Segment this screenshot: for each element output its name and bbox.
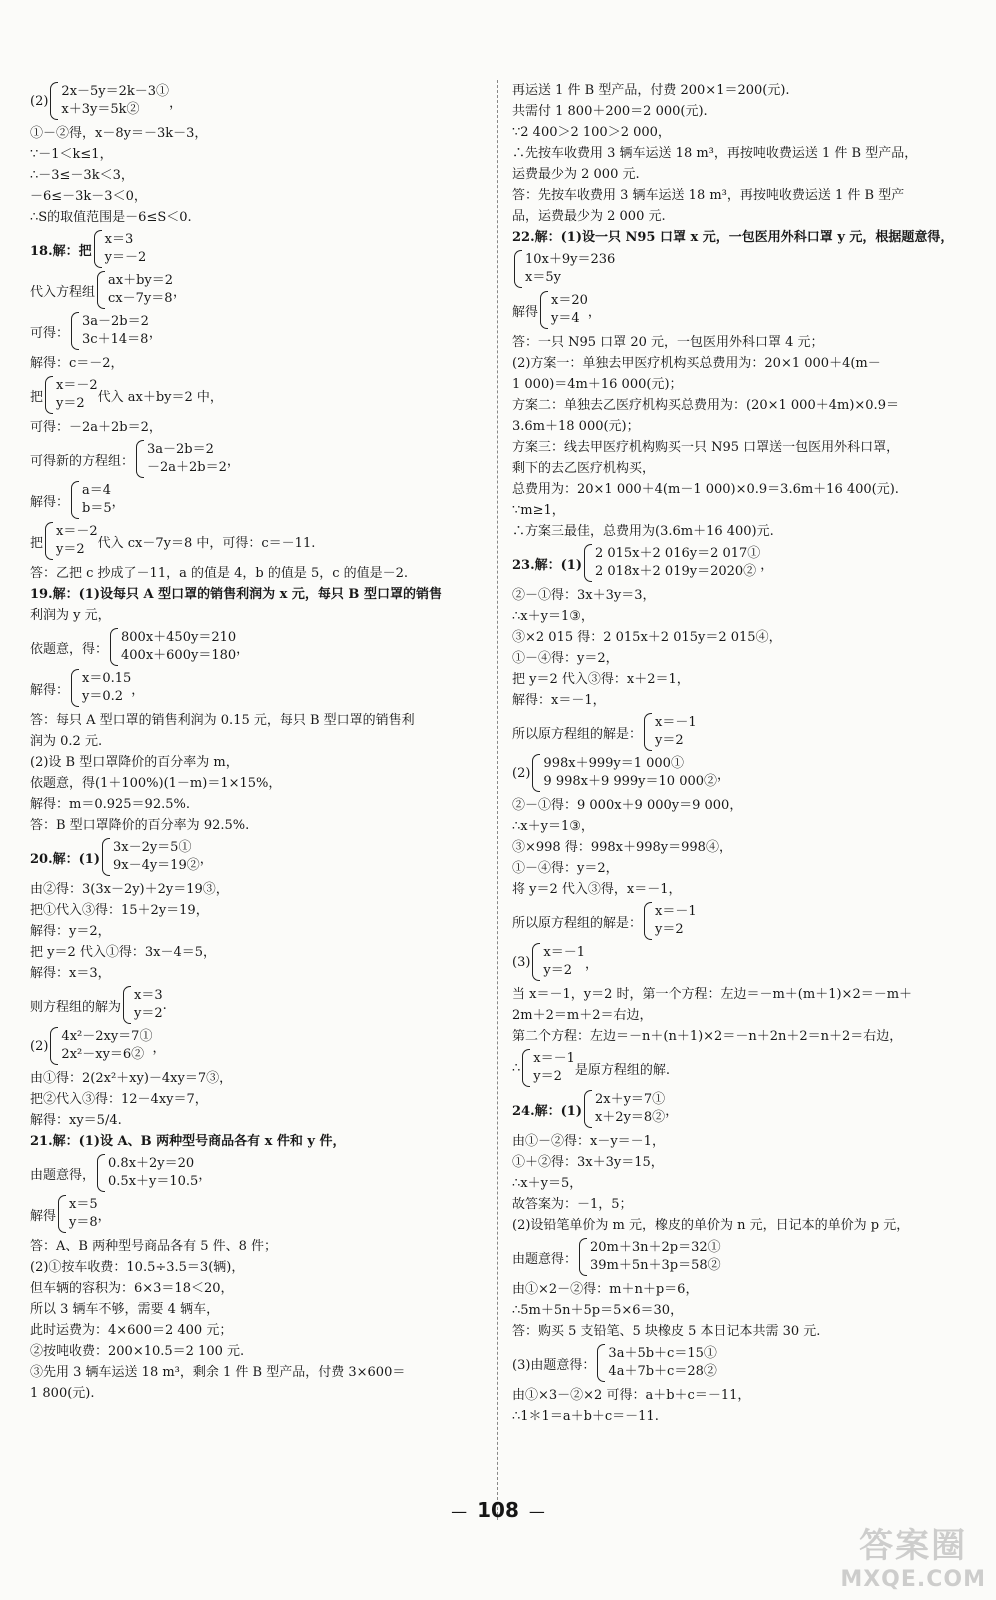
equation-system: [30, 838, 485, 876]
equation-system: [30, 1154, 485, 1192]
left-brace: [94, 230, 102, 268]
equation: 2x²－xy＝6②: [61, 1047, 145, 1062]
left-brace: [514, 250, 522, 288]
equation-system: [512, 1049, 974, 1087]
system-prefix: (2): [30, 1038, 49, 1054]
text-line: ③×998 得：998x＋998y＝998④，: [512, 840, 732, 855]
text-line: ∴方案三最佳，总费用为(3.6m＋16 400)元.: [512, 524, 774, 539]
equation: 2x＋y＝7①: [594, 1092, 666, 1107]
text-line: ∵－1＜k≤1，: [30, 147, 113, 162]
system-suffix: 代入 ax＋by＝2 中，: [97, 389, 223, 405]
text-line: ①－④得：y＝2，: [512, 861, 619, 876]
equation: 39m＋5n＋3p＝58②: [590, 1258, 721, 1273]
equation-lines: [61, 83, 169, 119]
equation-lines: [69, 1196, 98, 1232]
text-line: 故答案为：－1，5；: [512, 1197, 633, 1212]
equation: a＝4: [82, 483, 112, 498]
equation-system: [512, 544, 974, 582]
watermark-url: MXQE.COM: [840, 1567, 986, 1592]
system-prefix: ∴: [512, 1060, 521, 1076]
system-prefix: 依题意，得：: [30, 641, 109, 657]
text-line: 总费用为：20×1 000＋4(m－1 000)×0.9＝3.6m＋16 400(元).: [512, 482, 899, 497]
equation-system: [512, 713, 974, 751]
text-line: 由①－②得：x－y＝－1，: [512, 1134, 665, 1149]
equation-lines: [595, 545, 760, 581]
equation-system: [512, 291, 974, 329]
text-line: ③×2 015 得：2 015x＋2 015y＝2 015④，: [512, 630, 782, 645]
left-brace: [102, 838, 110, 876]
system-suffix: ，: [226, 453, 240, 469]
equation: y＝2: [533, 1069, 562, 1084]
equation-lines: [543, 944, 585, 980]
text-line: 答：一只 N95 口罩 20 元，一包医用外科口罩 4 元；: [512, 335, 824, 350]
system-prefix: 18.解：把: [30, 243, 92, 259]
left-column: [30, 80, 485, 1404]
equation-system: [30, 376, 485, 414]
text-line: 1 800(元).: [30, 1386, 95, 1401]
equation-system: [512, 1344, 974, 1382]
equation: 2 018x＋2 019y＝2020②: [594, 564, 757, 579]
left-brace: [584, 1090, 592, 1128]
text-line: ∴S的取值范围是－6≤S＜0.: [30, 210, 192, 225]
equation: y＝0.2: [82, 689, 124, 704]
equation: y＝2: [56, 396, 85, 411]
text-line: 答：乙把 c 抄成了－11，a 的值是 4，b 的值是 5，c 的值是－2.: [30, 566, 409, 581]
text-line: 运费最少为 2 000 元.: [512, 167, 640, 182]
text-line: 所以 3 辆车不够，需要 4 辆车，: [30, 1302, 220, 1317]
text-line: 解得：y＝2，: [30, 924, 111, 939]
text-line: 此时运费为：4×600＝2 400 元；: [30, 1323, 233, 1338]
text-line: 1 000)＝4m＋16 000(元)；: [512, 377, 683, 392]
system-suffix: ，: [587, 304, 601, 320]
equation: x＝－1: [533, 1051, 575, 1066]
equation: x＝5: [69, 1197, 98, 1212]
equation: x＋3y＝5k②: [61, 102, 140, 117]
equation: x＝0.15: [82, 671, 132, 686]
equation: －2a＋2b＝2: [147, 460, 227, 475]
equation-system: [30, 669, 485, 707]
equation-lines: [113, 839, 200, 875]
text-line: ∴5m＋5n＋5p＝5×6＝30，: [512, 1303, 684, 1318]
left-brace: [71, 312, 79, 350]
text-line: 答：每只 A 型口罩的销售利润为 0.15 元，每只 B 型口罩的销售利: [30, 713, 415, 728]
equation: cx－7y＝8: [108, 291, 173, 306]
text-line: 剩下的去乙医疗机构买，: [512, 461, 656, 476]
left-brace: [58, 1195, 66, 1233]
equation: x＝20: [551, 293, 588, 308]
equation-lines: [56, 377, 98, 413]
system-suffix: ，: [199, 851, 213, 867]
left-brace: [532, 754, 540, 792]
text-line: 把 y＝2 代入①得：3x－4＝5，: [30, 945, 217, 960]
system-suffix: .: [162, 997, 167, 1013]
text-line: ∴先按车收费用 3 辆车运送 18 m³，再按吨收费运送 1 件 B 型产品，: [512, 146, 918, 161]
system-suffix: ，: [585, 956, 599, 972]
system-suffix: ，: [173, 284, 187, 300]
text-line: ②－①得：9 000x＋9 000y＝9 000，: [512, 798, 743, 813]
equation-lines: [105, 231, 147, 267]
equation-lines: [551, 292, 588, 328]
system-prefix: 由题意得：: [512, 1251, 578, 1267]
text-line: ①－④得：y＝2，: [512, 651, 619, 666]
text-line: ②－①得：3x＋3y＝3，: [512, 588, 656, 603]
equation: b＝5: [82, 501, 112, 516]
system-prefix: 则方程组的解为: [30, 999, 122, 1015]
system-suffix: ，: [717, 767, 731, 783]
text-line: 解得：xy＝5/4.: [30, 1113, 122, 1128]
equation: ax＋by＝2: [108, 273, 174, 288]
text-line: 润为 0.2 元.: [30, 734, 103, 749]
system-suffix: ，: [198, 1167, 212, 1183]
equation: x＝－1: [543, 945, 586, 960]
text-line: 再运送 1 件 B 型产品，付费 200×1＝200(元).: [512, 83, 790, 98]
text-line: 21.解：(1)设 A、B 两种型号商品各有 x 件和 y 件，: [30, 1134, 346, 1149]
left-brace: [45, 376, 53, 414]
left-brace: [644, 902, 652, 940]
right-column: [512, 80, 974, 1427]
text-line: 把①代入③得：15＋2y＝19，: [30, 903, 209, 918]
left-brace: [71, 481, 79, 519]
equation-lines: [525, 251, 615, 287]
equation: y＝－2: [104, 250, 147, 265]
system-prefix: 解得: [512, 304, 539, 320]
equation-system: [512, 943, 974, 981]
text-line: 品，运费最少为 2 000 元.: [512, 209, 666, 224]
equation-system: [512, 250, 974, 288]
equation: x＝－2: [56, 378, 98, 393]
equation: 0.8x＋2y＝20: [108, 1156, 195, 1171]
equation: 2 015x＋2 016y＝2 017①: [594, 546, 761, 561]
equation-system: [30, 271, 485, 309]
column-divider: [497, 80, 498, 1520]
equation: x＋2y＝8②: [594, 1110, 666, 1125]
text-line: ∵m≥1，: [512, 503, 565, 518]
equation-system: [30, 440, 485, 478]
equation: 998x＋999y＝1 000①: [543, 756, 684, 771]
text-line: 将 y＝2 代入③得，x＝－1，: [512, 882, 682, 897]
system-prefix: 解得: [30, 1208, 57, 1224]
text-line: 答：B 型口罩降价的百分率为 92.5%.: [30, 818, 250, 833]
equation: 0.5x＋y＝10.5: [108, 1174, 199, 1189]
text-line: 方案二：单独去乙医疗机构买总费用为：(20×1 000＋4m)×0.9＝: [512, 398, 899, 413]
system-suffix: ，: [152, 1040, 166, 1056]
equation: 3a＋5b＋c＝15①: [608, 1346, 717, 1361]
text-line: 3.6m＋18 000(元)；: [512, 419, 640, 434]
system-suffix: ，: [148, 325, 162, 341]
text-line: 由①得：2(2x²＋xy)－4xy＝7③，: [30, 1071, 233, 1086]
system-prefix: 可得新的方程组：: [30, 453, 135, 469]
left-brace: [644, 713, 652, 751]
equation-lines: [108, 272, 173, 308]
equation-lines: [82, 670, 131, 706]
system-suffix: 是原方程组的解.: [574, 1062, 671, 1078]
equation-lines: [608, 1345, 716, 1381]
text-line: (2)设 B 型口罩降价的百分率为 m，: [30, 755, 239, 770]
system-prefix: 24.解：(1): [512, 1103, 582, 1119]
equation: 3a－2b＝2: [147, 442, 214, 457]
text-line: ①－②得，x－8y＝－3k－3，: [30, 126, 208, 141]
text-line: ③先用 3 辆车运送 18 m³，剩余 1 件 B 型产品，付费 3×600＝: [30, 1365, 406, 1380]
equation: 3x－2y＝5①: [112, 840, 192, 855]
text-line: ∴x＋y＝1③，: [512, 819, 594, 834]
equation-system: [512, 1238, 974, 1276]
equation: y＝2: [134, 1006, 163, 1021]
equation-system: [30, 230, 485, 268]
equation-system: [30, 986, 485, 1024]
left-brace: [50, 82, 58, 120]
equation: 4a＋7b＋c＝28②: [608, 1364, 717, 1379]
system-suffix: ，: [97, 1208, 111, 1224]
equation: 20m＋3n＋2p＝32①: [590, 1240, 721, 1255]
equation-system: [512, 754, 974, 792]
equation-lines: [595, 1091, 665, 1127]
equation: 10x＋9y＝236: [525, 252, 616, 267]
equation: x＝3: [134, 988, 163, 1003]
text-line: 依题意，得(1＋100%)(1－m)＝1×15%，: [30, 776, 282, 791]
equation: y＝2: [655, 922, 684, 937]
equation-system: [30, 481, 485, 519]
text-line: ∵2 400＞2 100＞2 000，: [512, 125, 671, 140]
system-prefix: 把: [30, 535, 44, 551]
left-brace: [540, 291, 548, 329]
equation-lines: [82, 482, 112, 518]
text-line: 22.解：(1)设一只 N95 口罩 x 元，一包医用外科口罩 y 元，根据题意得，: [512, 230, 954, 245]
left-brace: [584, 544, 592, 582]
text-line: －6≤－3k－3＜0，: [30, 189, 147, 204]
system-prefix: (2): [512, 765, 531, 781]
equation: y＝4: [551, 311, 580, 326]
equation: 9x－4y＝19②: [112, 858, 200, 873]
system-suffix: ，: [111, 494, 125, 510]
text-line: 共需付 1 800＋200＝2 000(元).: [512, 104, 708, 119]
text-line: ②按吨收费：200×10.5＝2 100 元.: [30, 1344, 245, 1359]
equation: x＝5y: [525, 270, 561, 285]
system-suffix: ，: [665, 1103, 679, 1119]
text-line: (2)方案一：单独去甲医疗机构买总费用为：20×1 000＋4(m－: [512, 356, 881, 371]
equation: x＝3: [104, 232, 134, 247]
left-brace: [71, 669, 79, 707]
system-prefix: 所以原方程组的解是：: [512, 726, 643, 742]
left-brace: [522, 1049, 530, 1087]
equation-lines: [543, 755, 717, 791]
equation-lines: [82, 313, 149, 349]
left-brace: [597, 1344, 605, 1382]
system-suffix: ，: [169, 95, 183, 111]
left-brace: [110, 628, 118, 666]
text-line: 答：购买 5 支铅笔、5 块橡皮 5 本日记本共需 30 元.: [512, 1324, 821, 1339]
equation: y＝2: [655, 733, 684, 748]
system-suffix: 代入 cx－7y＝8 中，可得：c＝－11.: [97, 535, 316, 551]
text-line: 第二个方程：左边＝－n＋(n＋1)×2＝－n＋2n＋2＝n＋2＝右边，: [512, 1029, 903, 1044]
system-prefix: 20.解：(1): [30, 851, 100, 867]
equation: y＝2: [56, 542, 85, 557]
text-line: 但车辆的容积为：6×3＝18＜20，: [30, 1281, 234, 1296]
left-brace: [97, 1154, 105, 1192]
equation: y＝2: [543, 963, 573, 978]
equation-lines: [56, 523, 98, 559]
equation-lines: [655, 903, 697, 939]
text-line: 解得：c＝－2，: [30, 356, 124, 371]
text-line: 把 y＝2 代入③得：x＋2＝1，: [512, 672, 690, 687]
text-line: 由②得：3(3x－2y)＋2y＝19③，: [30, 882, 229, 897]
left-brace: [579, 1238, 587, 1276]
equation-lines: [61, 1028, 152, 1064]
text-line: 解得：m＝0.925＝92.5%.: [30, 797, 190, 812]
system-prefix: 所以原方程组的解是：: [512, 915, 643, 931]
equation-system: [512, 902, 974, 940]
text-line: 2m＋2＝m＋2＝右边，: [512, 1008, 653, 1023]
system-prefix: 可得：: [30, 325, 70, 341]
system-prefix: 解得：: [30, 682, 70, 698]
left-brace: [532, 943, 540, 981]
text-line: 解得：x＝3，: [30, 966, 111, 981]
text-line: 把②代入③得：12－4xy＝7，: [30, 1092, 208, 1107]
left-brace: [45, 522, 53, 560]
watermark: [840, 1518, 986, 1592]
equation-system: [30, 312, 485, 350]
text-line: 解得：x＝－1，: [512, 693, 606, 708]
equation: x＝－1: [655, 715, 697, 730]
system-prefix: 解得：: [30, 494, 70, 510]
text-line: 由①×2－②得：m＋n＋p＝6，: [512, 1282, 699, 1297]
equation: 3a－2b＝2: [82, 314, 149, 329]
equation: x＝－1: [655, 904, 697, 919]
page-number: — 108 —: [0, 1498, 996, 1522]
text-line: 方案三：线去甲医疗机构购买一只 N95 口罩送一包医用外科口罩，: [512, 440, 900, 455]
equation-system: [30, 522, 485, 560]
equation-lines: [108, 1155, 198, 1191]
left-brace: [97, 271, 105, 309]
equation-lines: [147, 441, 227, 477]
equation: 4x²－2xy＝7①: [61, 1029, 153, 1044]
equation-system: [30, 1195, 485, 1233]
equation: y＝8: [69, 1215, 98, 1230]
equation: 400x＋600y＝180: [121, 648, 237, 663]
system-prefix: 代入方程组: [30, 284, 96, 300]
system-prefix: (3)由题意得：: [512, 1357, 596, 1373]
equation: 3c＋14＝8: [82, 332, 149, 347]
text-line: 利润为 y 元，: [30, 608, 111, 623]
equation-lines: [655, 714, 697, 750]
text-line: 答：A、B 两种型号商品各有 5 件、8 件；: [30, 1239, 278, 1254]
equation-system: [30, 82, 485, 120]
equation-system: [512, 1090, 974, 1128]
system-prefix: 23.解：(1): [512, 557, 582, 573]
text-line: (2)①按车收费：10.5÷3.5＝3(辆)，: [30, 1260, 245, 1275]
equation-lines: [134, 987, 163, 1023]
system-prefix: 把: [30, 389, 44, 405]
system-prefix: (2): [30, 93, 49, 109]
text-line: 由①×3－②×2 可得：a＋b＋c＝－11，: [512, 1388, 751, 1403]
text-line: ∴x＋y＝1③，: [512, 609, 594, 624]
equation: x＝－2: [56, 524, 98, 539]
equation: 800x＋450y＝210: [121, 630, 237, 645]
left-brace: [123, 986, 131, 1024]
text-line: ∴1＊1＝a＋b＋c＝－11.: [512, 1409, 659, 1424]
text-line: ∴－3≤－3k＜3，: [30, 168, 134, 183]
system-prefix: 由题意得，: [30, 1167, 96, 1183]
system-suffix: ，: [131, 682, 145, 698]
equation-lines: [121, 629, 236, 665]
text-line: 可得：－2a＋2b＝2，: [30, 420, 162, 435]
text-line: ①＋②得：3x＋3y＝15，: [512, 1155, 664, 1170]
watermark-logo: 答案圈: [859, 1526, 968, 1566]
equation: 2x－5y＝2k－3①: [61, 84, 170, 99]
equation-lines: [590, 1239, 721, 1275]
equation-lines: [533, 1050, 575, 1086]
text-line: 19.解：(1)设每只 A 型口罩的销售利润为 x 元，每只 B 型口罩的销售: [30, 587, 442, 602]
equation-system: [30, 628, 485, 666]
equation-system: [30, 1027, 485, 1065]
system-suffix: ，: [760, 557, 774, 573]
system-suffix: ，: [236, 641, 250, 657]
equation: 9 998x＋9 999y＝10 000②: [543, 774, 718, 789]
text-line: 答：先按车收费用 3 辆车运送 18 m³，再按吨收费运送 1 件 B 型产: [512, 188, 905, 203]
left-brace: [136, 440, 144, 478]
text-line: ∴x＋y＝5，: [512, 1176, 583, 1191]
text-line: (2)设铅笔单价为 m 元，橡皮的单价为 n 元，日记本的单价为 p 元，: [512, 1218, 910, 1233]
system-prefix: (3): [512, 954, 531, 970]
left-brace: [50, 1027, 58, 1065]
text-line: 当 x＝－1，y＝2 时，第一个方程：左边＝－m＋(m＋1)×2＝－m＋: [512, 987, 913, 1002]
